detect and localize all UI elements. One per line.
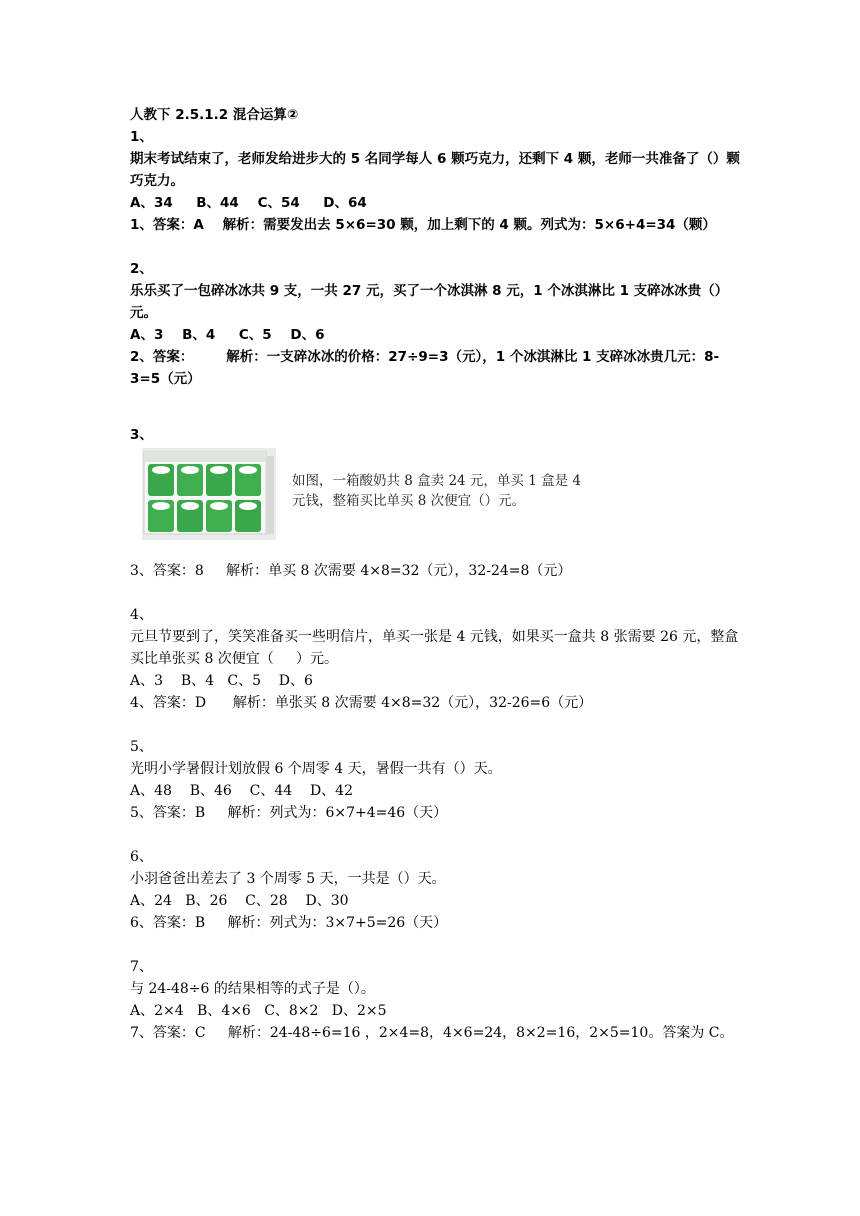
q6-question: 小羽爸爸出差去了 3 个周零 5 天，一共是（）天。: [130, 871, 446, 887]
q7-question: 与 24-48÷6 的结果相等的式子是（）。: [130, 981, 375, 997]
q7-options: A、2×4 B、4×6 C、8×2 D、2×5: [130, 1003, 387, 1019]
q3-figure: [130, 448, 740, 550]
q3-question: 如图，一箱酸奶共 8 盒卖 24 元，单买 1 盒是 4 元钱，整箱买比单买 8 次便宜（）元。: [292, 473, 581, 509]
q4-options: A、3 B、4 C、5 D、6: [130, 673, 313, 689]
q1-answer: 1、答案：A 解析：需要发出去 5×6=30 颗，加上剩下的 4 颗。列式为：5×6+4=34（颗）: [130, 217, 716, 233]
q1-options: A、34 B、44 C、54 D、64: [130, 195, 367, 211]
q1-number: 1、: [130, 129, 153, 145]
q2-options: A、3 B、4 C、5 D、6: [130, 327, 325, 343]
q5-answer: 5、答案：B 解析：列式为：6×7+4=46（天）: [130, 805, 448, 821]
q5-number: 5、: [130, 739, 153, 755]
worksheet: [130, 104, 740, 1044]
q1-question: 期末考试结束了，老师发给进步大的 5 名同学每人 6 颗巧克力，还剩下 4 颗，老师一共准备了（）颗巧克力。: [130, 151, 740, 189]
q4-number: 4、: [130, 607, 153, 623]
q4-question: 元旦节要到了，笑笑准备买一些明信片，单买一张是 4 元钱，如果买一盒共 8 张需要 26 元，整盒买比单张买 8 次便宜（ ）元。: [130, 629, 739, 667]
q4-answer: 4、答案：D 解析：单张买 8 次需要 4×8=32（元），32-26=6（元）: [130, 695, 593, 711]
q7-answer: 7、答案：C 解析：24-48÷6=16 ，2×4=8，4×6=24，8×2=16，2×5=10。答案为 C。: [130, 1025, 734, 1041]
q3-answer: 3、答案：8 解析：单买 8 次需要 4×8=32（元），32-24=8（元）: [130, 563, 572, 579]
q2-number: 2、: [130, 261, 153, 277]
q6-answer: 6、答案：B 解析：列式为：3×7+5=26（天）: [130, 915, 448, 931]
q3-number: 3、: [130, 427, 153, 443]
q5-options: A、48 B、46 C、44 D、42: [130, 783, 353, 799]
yogurt-box-image: [142, 448, 276, 540]
q2-question: 乐乐买了一包碎冰冰共 9 支，一共 27 元，买了一个冰淇淋 8 元，1 个冰淇淋比 1 支碎冰冰贵（）元。: [130, 283, 729, 321]
q2-answer: 2、答案： 解析：一支碎冰冰的价格：27÷9=3（元），1 个冰淇淋比 1 支碎冰冰贵几元：8-3=5（元）: [130, 349, 720, 387]
q6-number: 6、: [130, 849, 153, 865]
q7-number: 7、: [130, 959, 153, 975]
page-title: 人教下 2.5.1.2 混合运算②: [130, 107, 299, 123]
q5-question: 光明小学暑假计划放假 6 个周零 4 天，暑假一共有（）天。: [130, 761, 502, 777]
q6-options: A、24 B、26 C、28 D、30: [130, 893, 349, 909]
